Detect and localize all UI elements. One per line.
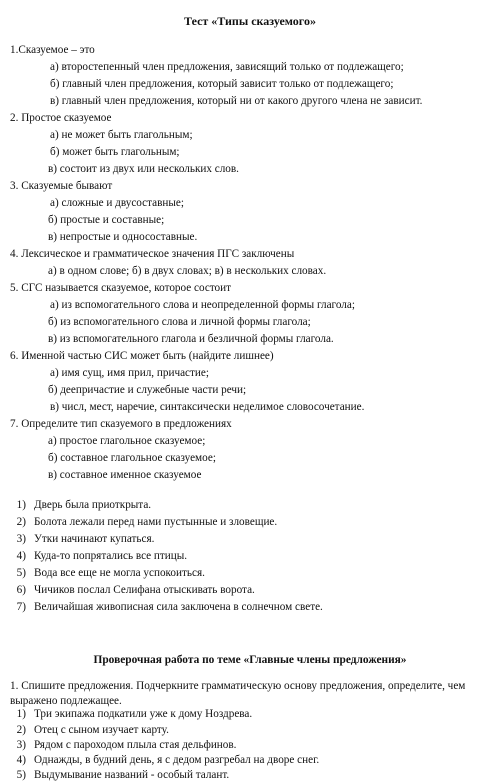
task-line-1: 1. Спишите предложения. Подчеркните грамматическую основу предложения, определите, чем <box>10 680 466 692</box>
question-3-option-a: а) сложные и двусоставные; <box>50 197 184 209</box>
task-line-2: выражено подлежащее. <box>10 695 122 707</box>
question-4: 4. Лексическое и грамматическое значения ПГС заключены <box>10 248 295 260</box>
list-item: 1) Дверь была приоткрыта. <box>16 499 152 511</box>
test-title: Тест «Типы сказуемого» <box>184 14 316 28</box>
question-4-options: а) в одном слове; б) в двух словах; в) в нескольких словах. <box>48 265 327 277</box>
question-5-option-a: а) из вспомогательного слова и неопределенной формы глагола; <box>50 299 355 311</box>
question-6-option-c: в) числ, мест, наречие, синтаксически неделимое словосочетание. <box>50 401 365 413</box>
list-item: 5) Выдумывание названий - особый талант. <box>16 769 230 781</box>
list-item: 5) Вода все еще не могла успокоиться. <box>16 567 205 579</box>
question-5-option-c: в) из вспомогательного глагола и безличной формы глагола. <box>48 333 334 345</box>
list-item: 2) Болота лежали перед нами пустынные и зловещие. <box>16 516 278 528</box>
question-2-option-b: б) может быть глагольным; <box>50 146 180 158</box>
list-item: 3) Рядом с пароходом плыла стая дельфинов. <box>16 739 237 751</box>
list-item: 3) Утки начинают купаться. <box>16 533 155 545</box>
question-1: 1.Сказуемое – это <box>10 44 95 56</box>
question-2-option-c: в) состоит из двух или нескольких слов. <box>48 163 239 175</box>
list-item: 1) Три экипажа подкатили уже к дому Ноздрева. <box>16 708 253 720</box>
work-title: Проверочная работа по теме «Главные члены предложения» <box>93 654 407 666</box>
question-7-option-a: а) простое глагольное сказуемое; <box>48 435 206 447</box>
list-item: 7) Величайшая живописная сила заключена в солнечном свете. <box>16 601 323 613</box>
question-6-option-b: б) деепричастие и служебные части речи; <box>48 384 247 396</box>
list-item: 4) Однажды, в будний день, я с дедом разгребал на дворе снег. <box>16 754 320 766</box>
list-item: 6) Чичиков послал Селифана отыскивать ворота. <box>16 584 255 596</box>
list-item: 4) Куда-то попрятались все птицы. <box>16 550 188 562</box>
question-5-option-b: б) из вспомогательного слова и личной формы глагола; <box>48 316 311 328</box>
list-item: 2) Отец с сыном изучает карту. <box>16 724 169 736</box>
question-2-option-a: а) не может быть глагольным; <box>50 129 193 141</box>
question-6: 6. Именной частью СИС может быть (найдите лишнее) <box>10 350 274 362</box>
question-3: 3. Сказуемые бывают <box>10 180 113 192</box>
question-7: 7. Определите тип сказуемого в предложениях <box>10 418 232 430</box>
question-1-option-c: в) главный член предложения, который ни от какого другого члена не зависит. <box>50 95 423 107</box>
question-1-option-a: а) второстепенный член предложения, зависящий только от подлежащего; <box>50 61 404 73</box>
question-5: 5. СГС называется сказуемое, которое состоит <box>10 282 232 294</box>
question-3-option-b: б) простые и составные; <box>48 214 165 226</box>
question-1-option-b: б) главный член предложения, который зависит только от подлежащего; <box>50 78 394 90</box>
question-7-option-b: б) составное глагольное сказуемое; <box>48 452 216 464</box>
question-3-option-c: в) непростые и односоставные. <box>48 231 198 243</box>
question-2: 2. Простое сказуемое <box>10 112 112 124</box>
question-7-option-c: в) составное именное сказуемое <box>48 469 202 481</box>
question-6-option-a: а) имя сущ, имя прил, причастие; <box>50 367 209 379</box>
